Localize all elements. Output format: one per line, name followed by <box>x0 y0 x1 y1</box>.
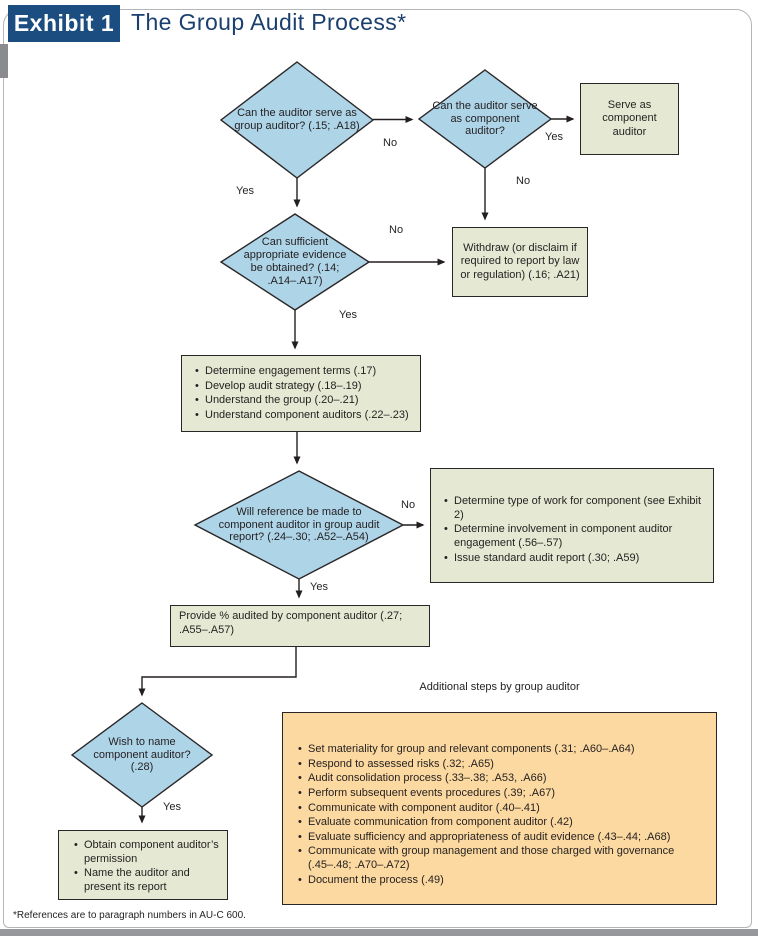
bullet-item: • Issue standard audit report (.30; .A59) <box>443 552 705 566</box>
node-label: Withdraw (or disclaim if required to report by law or regulation) (.16; .A21) <box>460 242 580 281</box>
node-label: Provide % audited by component auditor (.27; .A55–.A57) <box>179 610 403 636</box>
node-label: Serve as component auditor <box>602 99 657 138</box>
bullet-item: • Set materiality for group and relevant components (.31; .A60–.A64) <box>297 743 704 757</box>
label-d5-yes: Yes <box>163 801 181 813</box>
node-label: Can sufficient appropriate evidence be obtained? (.14; .A14–.A17) <box>243 236 347 287</box>
label-d1-yes: Yes <box>236 185 254 197</box>
bullet-item: • Audit consolidation process (.33–.38; .A53, .A66) <box>297 772 704 786</box>
label-d2-yes: Yes <box>545 131 563 143</box>
bullet-item: • Determine type of work for component (see Exhibit 2) <box>443 495 705 522</box>
edge-percent-to-d5 <box>142 647 296 695</box>
bullet-item: • Obtain component auditor’s permission <box>73 839 223 866</box>
diamond-will-reference-text <box>195 471 403 579</box>
label-d4-no: No <box>401 499 416 511</box>
node-label: Can the auditor serve as group auditor? (.15; .A18) <box>234 107 360 132</box>
bullet-item: • Respond to assessed risks (.32; .A65) <box>297 758 704 772</box>
diamond-can-serve-group-text <box>221 62 373 178</box>
bullet-item: • Determine involvement in component auditor engagement (.56–.57) <box>443 523 705 550</box>
box-provide-percent <box>170 605 430 647</box>
footnote: *References are to paragraph numbers in AU-C 600. <box>13 910 246 921</box>
bullet-item: • Understand the group (.20–.21) <box>194 394 414 408</box>
node-label: Wish to name component auditor? (.28) <box>93 735 191 774</box>
diamond-wish-to-name-text <box>72 703 212 807</box>
additional-steps-label: Additional steps by group auditor <box>419 681 580 693</box>
box-withdraw <box>452 227 588 297</box>
bullet-item: • Communicate with group management and those charged with governance (.45–.48; .A70–.A72) <box>297 845 704 872</box>
diamond-sufficient-evidence-text <box>221 214 369 310</box>
bottom-bar <box>0 929 758 936</box>
exhibit-badge: Exhibit 1 <box>8 5 120 42</box>
bullet-item: • Determine engagement terms (.17) <box>194 365 414 379</box>
bullet-item: • Perform subsequent events procedures (.39; .A67) <box>297 787 704 801</box>
bullet-item: • Evaluate sufficiency and appropriateness of audit evidence (.43–.44; .A68) <box>297 831 704 845</box>
label-d3-no: No <box>389 224 404 236</box>
box-no-reference-steps <box>430 468 714 583</box>
diamond-can-serve-component-text <box>419 70 551 168</box>
box-planning-steps <box>181 355 421 432</box>
bullet-item: • Document the process (.49) <box>297 874 704 888</box>
box-serve-as-component <box>580 83 679 155</box>
label-d1-no: No <box>383 137 398 149</box>
label-d3-yes: Yes <box>339 309 357 321</box>
node-label: Will reference be made to component auditor in group audit report? (.24–.30; .A52–.A54) <box>218 505 380 544</box>
bullet-item: • Name the auditor and present its report <box>73 867 223 894</box>
node-label: Can the auditor serve as component auditor? <box>432 99 538 138</box>
bullet-item: • Communicate with component auditor (.40–.41) <box>297 802 704 816</box>
label-d4-yes: Yes <box>310 581 328 593</box>
bullet-item: • Evaluate communication from component auditor (.42) <box>297 816 704 830</box>
page-title: The Group Audit Process* <box>131 9 407 35</box>
bullet-item: • Understand component auditors (.22–.23) <box>194 409 414 423</box>
box-additional-steps <box>282 712 717 905</box>
box-naming-steps <box>58 830 228 900</box>
bullet-item: • Develop audit strategy (.18–.19) <box>194 380 414 394</box>
label-d2-no: No <box>516 175 531 187</box>
